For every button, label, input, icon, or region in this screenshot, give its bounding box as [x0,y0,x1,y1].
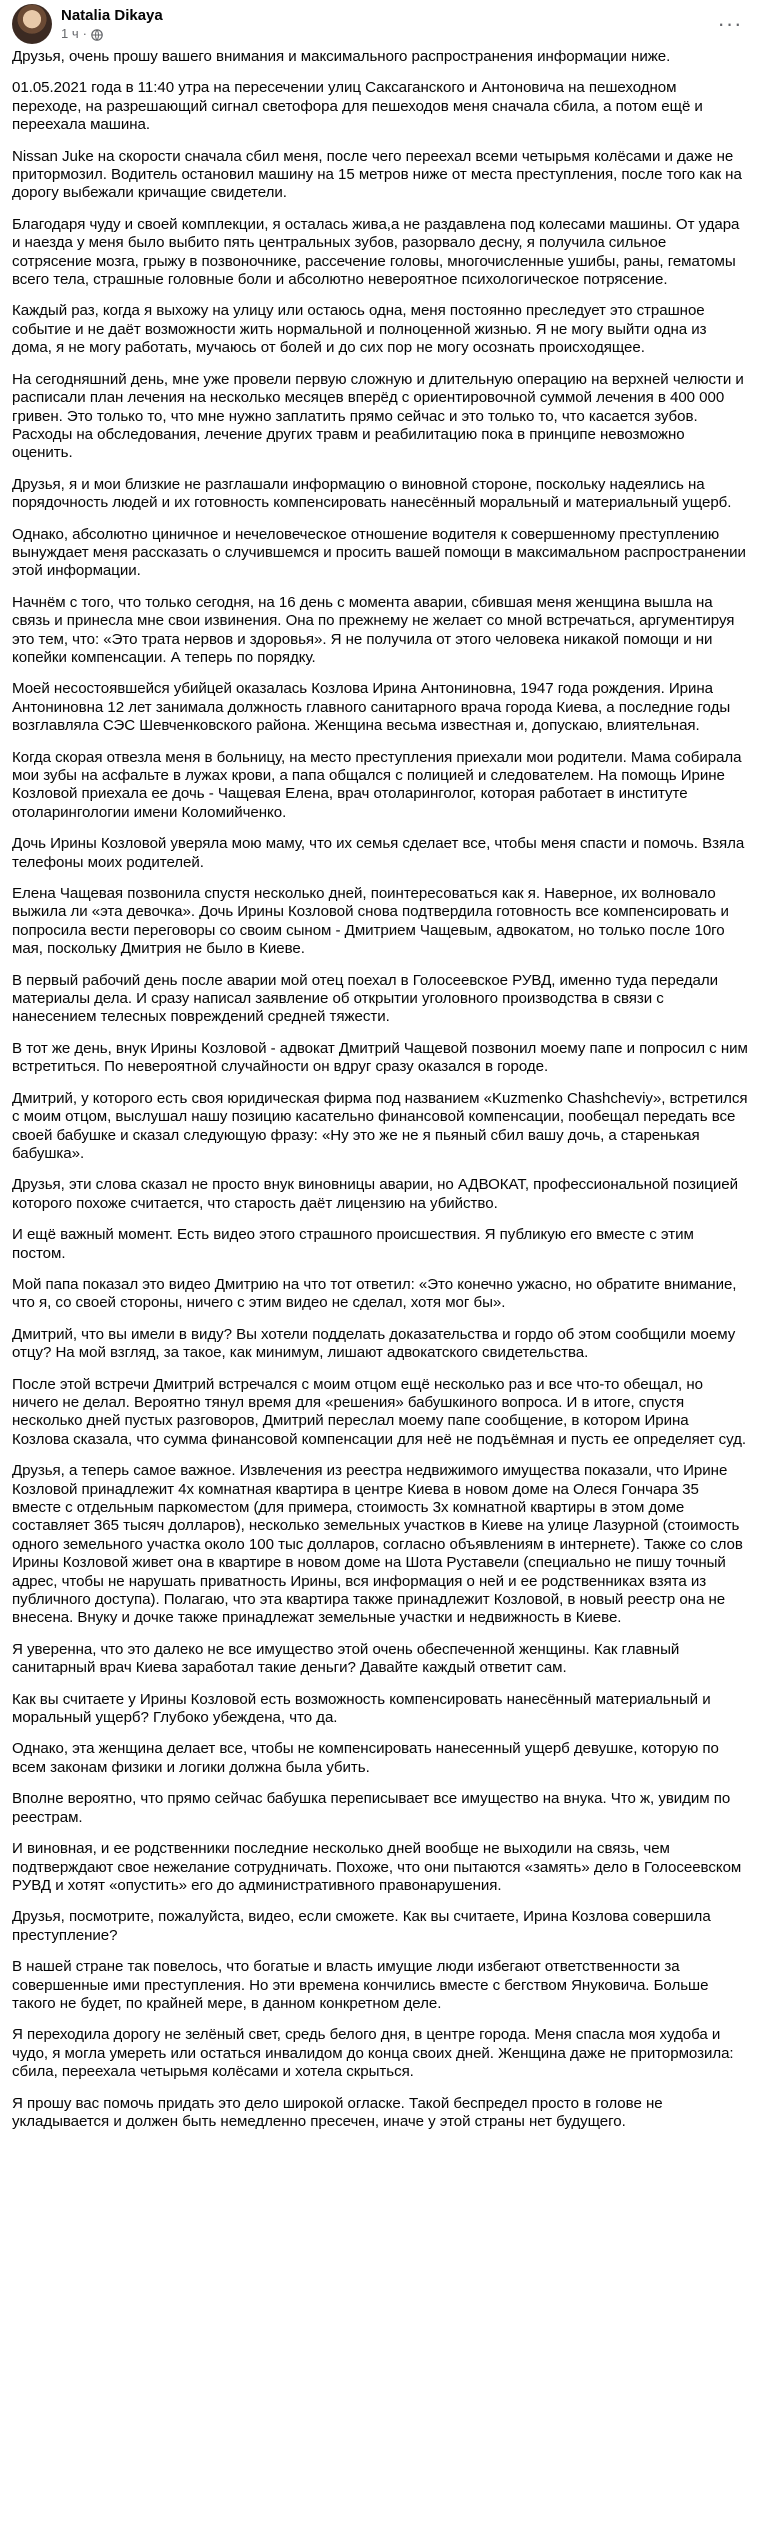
post-paragraph: И виновная, и ее родственники последние несколько дней вообще не выходили на связь, чем подтверждают свое нежелание сотрудничать. Похоже, что они пытаются «замять» дело в Голосеевском РУВД и хотят «опустить» его до административного правонарушения. [12,1840,742,1894]
post-paragraph: Nissan Juke на скорости сначала сбил меня, после чего переехал всеми четырьмя колёсами и даже не притормозил. Водитель остановил машину на 15 метров ниже от места преступления, после того как на дорогу выбежали кричащие свидетели. [12,147,742,202]
post-paragraph: После этой встречи Дмитрий встречался с моим отцом ещё несколько раз и все что-то обещал, но ничего не делал. Вероятно тянул время для «решения» бабушкиного вопроса. И в итоге, спустя несколько дней пустых разговоров, Дмитрий переслал моему папе сообщение, в котором Ирина Козлова сказала, что сумма финансовой компенсации для неё не подъёмная и пусть ее определяет суд. [12,1375,746,1448]
post-paragraph: Дочь Ирины Козловой уверяла мою маму, что их семья сделает все, чтобы меня спасти и помочь. Взяла телефоны моих родителей. [12,835,745,871]
post-paragraph: 01.05.2021 года в 11:40 утра на пересечении улиц Саксаганского и Антоновича на пешеходном переходе, на разрешающий сигнал светофора для пешеходов меня сначала сбила, а потом ещё и переехала машина. [12,79,703,134]
post-paragraph: На сегодняшний день, мне уже провели первую сложную и длительную операцию на верхней челюсти и расписали план лечения на несколько месяцев вперёд с ориентировочной суммой лечения в 400 000 гривен. Это только то, что мне нужно заплатить прямо сейчас и это только то, что касается зубов. Расходы на обследования, лечение других травм и реабилитацию пока в принципе невозможно оценить. [12,370,744,462]
post-paragraph: Начнём с того, что только сегодня, на 16 день с момента аварии, сбившая меня женщина вышла на связь и принесла мне свои извинения. Она по прежнему не желает со мной встречаться, аргументируя это тем, что: «Это трата нервов и здоровья». Я не получила от этого человека никакой помощи и ни копейки компенсации. А теперь по порядку. [12,593,735,666]
post-body [0,48,760,2131]
post-paragraph: Однако, абсолютно циничное и нечеловеческое отношение водителя к совершенному преступлению вынуждает меня рассказать о случившемся и просить вашей помощи в максимальном распространении этой информации. [12,525,746,580]
post-paragraph: Я переходила дорогу не зелёный свет, средь белого дня, в центре города. Меня спасла моя худоба и чудо, я могла умереть или остаться инвалидом до конца своих дней. Женщина даже не притормозила: сбила, переехала четырьмя колёсами и хотела скрыться. [12,2026,734,2081]
post-meta [61,25,163,42]
post-paragraph: Благодаря чуду и своей комплекции, я осталась жива,а не раздавлена под колесами машины. От удара и наезда у меня было выбито пять центральных зубов, разорвало десну, я получила сильное сотрясение мозга, грыжу в позвоночнике, рассечение головы, многочисленные ушибы, раны, гематомы всего тела, страшные головные боли и абсолютно невероятное психологическое потрясение. [12,215,740,289]
more-options-icon[interactable]: ··· [717,11,743,36]
post-timestamp[interactable]: 1 ч [61,26,79,41]
post-paragraph: В первый рабочий день после аварии мой отец поехал в Голосеевское РУВД, именно туда передали материалы дела. И сразу написал заявление об открытии уголовного производства в связи с нанесением телесных повреждений средней тяжести. [12,971,718,1026]
post-paragraph: Друзья, очень прошу вашего внимания и максимального распространения информации ниже. [12,48,671,65]
post-paragraph: Я уверенна, что это далеко не все имущество этой очень обеспеченной женщины. Как главный санитарный врач Киева заработал такие деньги? Давайте каждый ответит сам. [12,1640,680,1677]
post-paragraph: Я прошу вас помочь придать это дело широкой огласке. Такой беспредел просто в голове не укладывается и должен быть немедленно пресечен, иначе у этой страны нет будущего. [12,2094,663,2130]
author-name[interactable]: Natalia Dikaya [61,7,163,24]
post-paragraph: Дмитрий, у которого есть своя юридическая фирма под названием «Kuzmenko Chashcheviy», встретился с моим отцом, выслушал нашу позицию касательно финансовой компенсации, пообещал передать все своей бабушке и сказал следующую фразу: «Ну это же не я пьяный сбил вашу дочь, а старенькая бабушка». [12,1089,748,1162]
post-paragraph: И ещё важный момент. Есть видео этого страшного происшествия. Я публикую его вместе с этим постом. [12,1226,694,1262]
meta-separator: · [82,26,87,41]
post-paragraph: В тот же день, внук Ирины Козловой - адвокат Дмитрий Чащевой позвонил моему папе и попросил с ним встретиться. По невероятной случайности он вдруг сразу оказался в городе. [12,1039,748,1076]
post-paragraph: Друзья, посмотрите, пожалуйста, видео, если сможете. Как вы считаете, Ирина Козлова совершила преступление? [12,1908,711,1944]
globe-icon [91,28,103,40]
post-paragraph: Однако, эта женщина делает все, чтобы не компенсировать нанесенный ущерб девушке, которую по всем законам физики и логики должна была убить. [12,1740,719,1776]
post-paragraph: Елена Чащевая позвонила спустя несколько дней, поинтересоваться как я. Наверное, их волновало выжила ли «эта девочка». Дочь Ирины Козловой снова подтвердила готовность все компенсировать и попросила вести переговоры со своим сыном - Дмитрием Чащевым, адвокатом, но только после 10го мая, поскольку Дмитрия не было в Киеве. [12,885,729,958]
post-header [0,0,760,48]
post-paragraph: Мой папа показал это видео Дмитрию на что тот ответил: «Это конечно ужасно, но обратите внимание, что я, со своей стороны, ничего с этим видео не сделал, хотя мог бы». [12,1275,737,1312]
post-paragraph: Дмитрий, что вы имели в виду? Вы хотели подделать доказательства и гордо об этом сообщили моему отцу? На мой взгляд, за такое, как минимум, лишают адвокатского свидетельства. [12,1325,736,1362]
post-paragraph: Вполне вероятно, что прямо сейчас бабушка переписывает все имущество на внука. Что ж, увидим по реестрам. [12,1790,731,1826]
post-paragraph: В нашей стране так повелось, что богатые и власть имущие люди избегают ответственности за совершенные ими преступления. Но эти времена кончились вместе с бегством Януковича. Больше такого не будет, по крайней мере, в данном конкретном деле. [12,1958,709,2012]
post-paragraph: Друзья, а теперь самое важное. Извлечения из реестра недвижимого имущества показали, что Ирине Козловой принадлежит 4х комнатная квартира в центре Киева в новом доме на Олеся Гончара 35 вместе с отдельным паркоместом (для примера, стоимость 3х комнатной квартиры в этом доме составляет 365 тысяч долларов), несколько земельных участков в Киеве на улице Лазурной (стоимость одного земельного участка около 100 тыс долларов, согласно объявлениям в интернете). Также со слов Ирины Козловой живет она в квартире в новом доме на Шота Руставели (специально не пишу точный адрес, чтобы не нарушать приватность Ирины, вся информация о ней и ее родственниках взята из публичного доступа). Полагаю, что эта квартира также принадлежит Козловой, в новый реестр она не внесена. Внуку и дочке также принадлежат земельные участки и недвижность в Киеве. [12,1462,743,1627]
post-paragraph: Моей несостоявшейся убийцей оказалась Козлова Ирина Антониновна, 1947 года рождения. Ирина Антониновна 12 лет занимала должность главного санитарного врача города Киева, а последние годы возглавляла СЭС Шевченковского района. Женщина весьма известная и, допускаю, влиятельная. [12,680,731,735]
post-paragraph: Друзья, эти слова сказал не просто внук виновницы аварии, но АДВОКАТ, профессиональной позицией которого похоже считается, что старость даёт лицензию на убийство. [12,1176,739,1212]
author-avatar[interactable] [12,4,52,44]
post-paragraph: Каждый раз, когда я выхожу на улицу или остаюсь одна, меня постоянно преследует это страшное событие и не даёт возможности жить нормальной и полноценной жизнью. Я не могу выйти одна из дома, я не могу работать, мучаюсь от болей и до сих пор не могу осознать происходящее. [12,302,707,357]
author-info [61,6,163,42]
post-paragraph: Как вы считаете у Ирины Козловой есть возможность компенсировать нанесённый материальный и моральный ущерб? Глубоко убеждена, что да. [12,1690,711,1727]
post-paragraph: Когда скорая отвезла меня в больницу, на место преступления приехали мои родители. Мама собирала мои зубы на асфальте в лужах крови, а папа общался с полицией и следователем. На помощь Ирине Козловой приехала ее дочь - Чащевая Елена, врач отоларинголог, которая работает в институте отоларингологии имени Коломийченко. [12,748,742,821]
post-paragraph: Друзья, я и мои близкие не разглашали информацию о виновной стороне, поскольку надеялись на порядочность людей и их готовность компенсировать нанесённый моральный и материальный ущерб. [12,475,732,512]
